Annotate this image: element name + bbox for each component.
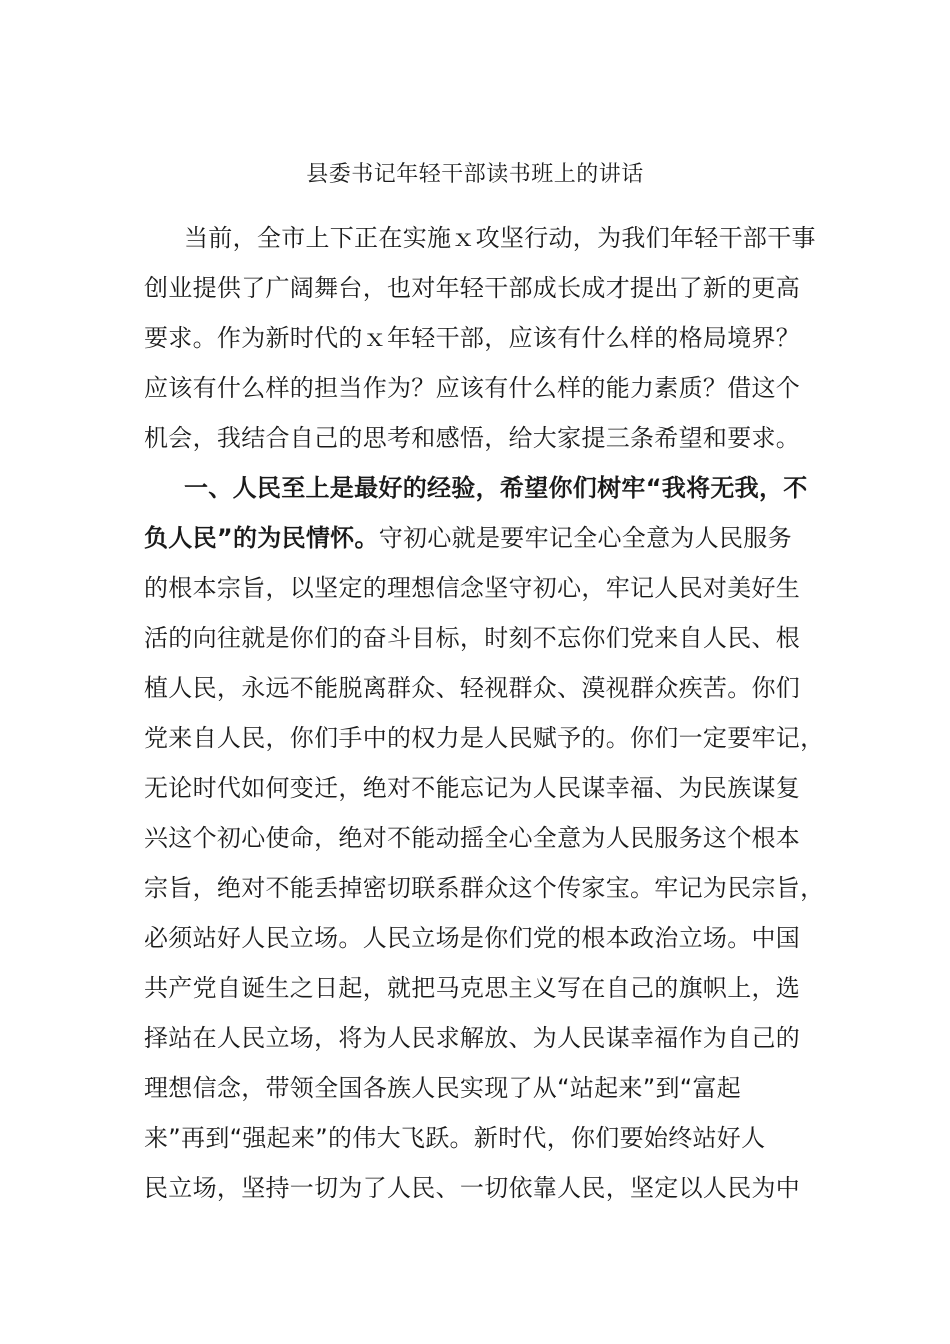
document-body	[144, 213, 825, 1213]
paragraph-line: 必须站好人民立场。人民立场是你们党的根本政治立场。中国	[144, 924, 801, 952]
paragraph-line: 来”再到“强起来”的伟大飞跃。新时代，你们要始终站好人	[144, 1124, 766, 1152]
paragraph-line: 党来自人民，你们手中的权力是人民赋予的。你们一定要牢记，	[144, 724, 825, 752]
section-heading-line: 一、人民至上是最好的经验，希望你们树牢“我将无我，不	[184, 474, 808, 502]
paragraph-line: 应该有什么样的担当作为？应该有什么样的能力素质？借这个	[144, 374, 801, 402]
paragraph-line: 创业提供了广阔舞台，也对年轻干部成长成才提出了新的更高	[144, 274, 801, 302]
paragraph-line: 共产党自诞生之日起，就把马克思主义写在自己的旗帜上，选	[144, 974, 801, 1002]
paragraph-line: 植人民，永远不能脱离群众、轻视群众、漠视群众疾苦。你们	[144, 674, 801, 702]
paragraph-text: 守初心就是要牢记全心全意为人民服务	[378, 524, 792, 552]
paragraph-line: 的根本宗旨，以坚定的理想信念坚守初心，牢记人民对美好生	[144, 574, 801, 602]
paragraph-line: 机会，我结合自己的思考和感悟，给大家提三条希望和要求。	[144, 424, 801, 452]
document-title: 县委书记年轻干部读书班上的讲话	[306, 162, 644, 187]
paragraph-line: 当前，全市上下正在实施ｘ攻坚行动，为我们年轻干部干事	[184, 224, 816, 252]
paragraph-line: 民立场，坚持一切为了人民、一切依靠人民，坚定以人民为中	[144, 1174, 801, 1202]
paragraph-line: 宗旨，绝对不能丢掉密切联系群众这个传家宝。牢记为民宗旨，	[144, 874, 825, 902]
paragraph-line: 要求。作为新时代的ｘ年轻干部，应该有什么样的格局境界？	[144, 324, 801, 352]
mixed-line	[144, 513, 806, 563]
section-heading-tail: 负人民”的为民情怀。	[144, 524, 379, 552]
paragraph-line: 无论时代如何变迁，绝对不能忘记为人民谋幸福、为民族谋复	[144, 774, 801, 802]
paragraph-line: 兴这个初心使命，绝对不能动摇全心全意为人民服务这个根本	[144, 824, 801, 852]
paragraph-line: 理想信念，带领全国各族人民实现了从“站起来”到“富起	[144, 1074, 742, 1102]
paragraph-line: 活的向往就是你们的奋斗目标，时刻不忘你们党来自人民、根	[144, 624, 801, 652]
paragraph-line: 择站在人民立场，将为人民求解放、为人民谋幸福作为自己的	[144, 1024, 801, 1052]
